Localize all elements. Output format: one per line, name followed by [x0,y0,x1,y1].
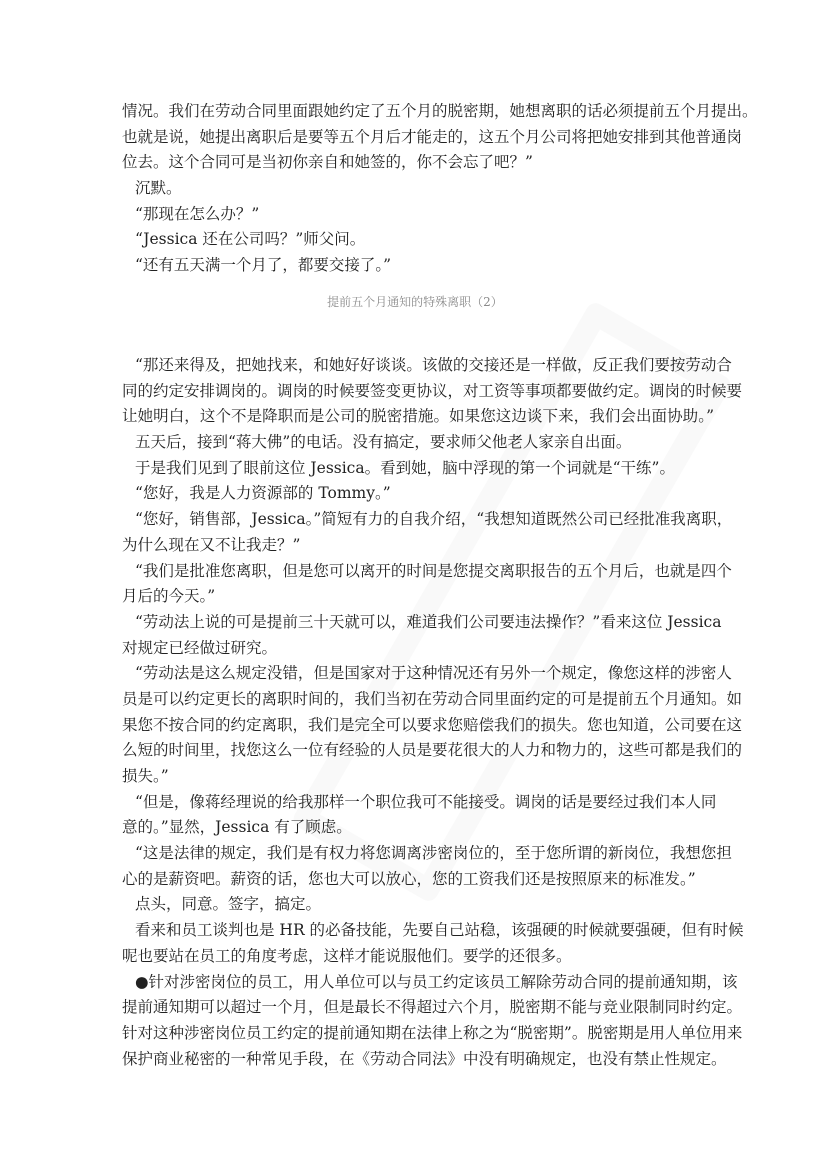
paragraph-block-top [122,99,758,279]
text-line: 对规定已经做过研究。 [122,638,278,657]
text-line: 果您不按合同的约定离职，我们是完全可以要求您赔偿我们的损失。您也知道，公司要在这 [122,715,743,734]
text-line: 月后的今天。” [122,587,216,606]
text-line: ●针对涉密岗位的员工，用人单位可以与员工约定该员工解除劳动合同的提前通知期，该 [135,972,738,991]
text-line: 呢也要站在员工的角度考虑，这样才能说服他们。要学的还很多。 [122,946,572,965]
text-line: 于是我们见到了眼前这位 Jessica。看到她，脑中浮现的第一个词就是“干练”。 [135,458,675,477]
text-line: “这是法律的规定，我们是有权力将您调离涉密岗位的，至于您所谓的新岗位，我想您担 [135,844,732,863]
text-line: 五天后，接到“蒋大佛”的电话。没有搞定，要求师父他老人家亲自出面。 [135,433,632,452]
text-line: 沉默。 [135,179,182,198]
text-line: 保护商业秘密的一种常见手段，在《劳动合同法》中没有明确规定，也没有禁止性规定。 [122,1049,727,1068]
text-line: 提前通知期可以超过一个月，但是最长不得超过六个月，脱密期不能与竞业限制同时约定。 [122,998,743,1017]
text-line: 损失。” [122,767,169,785]
text-line: 看来和员工谈判也是 HR 的必备技能，先要自己站稳，该强硬的时候就要强硬，但有时候 [135,921,744,940]
text-line: 么短的时间里，找您这么一位有经验的人员是要花很大的人力和物力的，这些可都是我们的 [122,741,743,760]
text-line: “还有五天满一个月了，都要交接了。” [135,256,392,275]
text-line: “您好，销售部，Jessica。”简短有力的自我介绍，“我想知道既然公司已经批准我离职， [135,510,733,529]
text-line: “劳动法上说的可是提前三十天就可以，难道我们公司要违法操作？”看来这位 Jessica [135,612,722,631]
text-line: 情况。我们在劳动合同里面跟她约定了五个月的脱密期，她想离职的话必须提前五个月提出。 [122,102,758,120]
text-line: “Jessica 还在公司吗？”师父问。 [135,230,366,249]
text-line: 为什么现在又不让我走？” [122,535,301,554]
text-line: “那还来得及，把她找来，和她好好谈谈。该做的交接还是一样做，反正我们要按劳动合 [135,356,732,374]
text-line: 同的约定安排调岗的。调岗的时候要签变更协议，对工资等事项都要做约定。调岗的时候要 [122,381,743,400]
text-line: 也就是说，她提出离职后是要等五个月后才能走的，这五个月公司将把她安排到其他普通岗 [122,127,743,146]
text-line: 针对这种涉密岗位员工约定的提前通知期在法律上称之为“脱密期”。脱密期是用人单位用来 [122,1023,743,1042]
text-line: 心的是薪资吧。薪资的话，您也大可以放心，您的工资我们还是按照原来的标准发。” [122,869,696,888]
text-line: 意的。”显然，Jessica 有了顾虑。 [122,818,352,837]
text-line: “我们是批准您离职，但是您可以离开的时间是您提交离职报告的五个月后，也就是四个 [135,561,732,580]
figure-caption: 提前五个月通知的特殊离职（2） [327,295,503,309]
text-line: 让她明白，这个不是降职而是公司的脱密措施。如果您这边谈下来，我们会出面协助。” [122,407,714,426]
text-line: “您好，我是人力资源部的 Tommy。” [135,484,391,503]
text-line: 点头，同意。签字，搞定。 [135,895,322,914]
text-line: 员是可以约定更长的离职时间的，我们当初在劳动合同里面约定的可是提前五个月通知。如 [122,689,743,708]
text-line: “那现在怎么办？” [135,204,260,223]
text-line: 位去。这个合同可是当初你亲自和她签的，你不会忘了吧？” [122,153,533,172]
text-line: “劳动法是这么规定没错，但是国家对于这种情况还有另外一个规定，像您这样的涉密人 [135,664,732,683]
paragraph-block-main [122,353,744,1072]
text-line: “但是，像蒋经理说的给我那样一个职位我可不能接受。调岗的话是要经过我们本人同 [135,792,717,811]
